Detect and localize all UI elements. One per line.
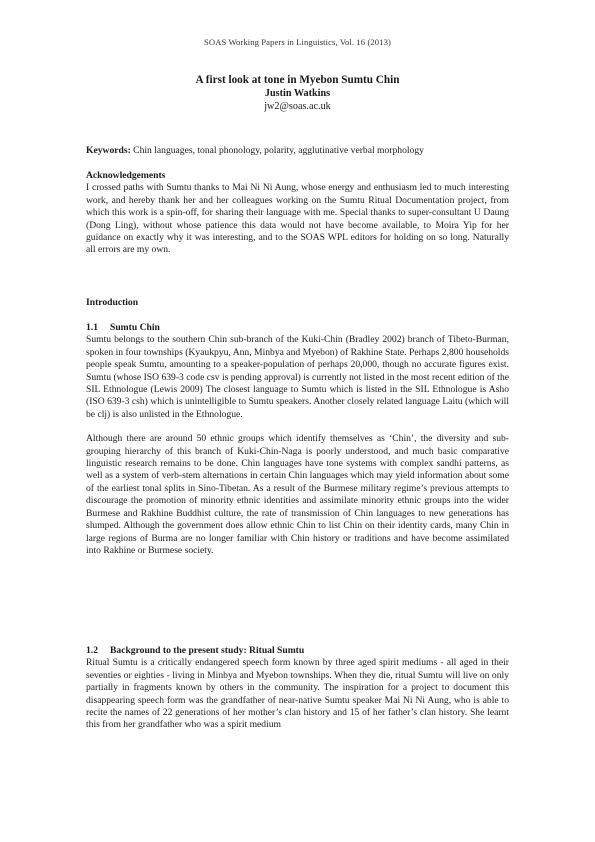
keywords-text: Chin languages, tonal phonology, polarity, agglutinative verbal morphology <box>133 145 424 156</box>
section-1-2 <box>86 645 509 732</box>
section-title: Background to the present study: Ritual Sumtu <box>110 645 305 656</box>
introduction-title: Introduction <box>86 297 139 308</box>
section-1-1 <box>86 322 509 557</box>
section-1-2-paragraph-1: Ritual Sumtu is a critically endangered speech form known by three aged spirit mediums - all aged in their seventies or eighties - living in Minbya and Myebon townships. When they die, ritual Sumtu will live on only partially in fragments known by others in the community. The inspiration for a project to document this disappearing speech form was the grandfather of near-native Sumtu speaker Mai Ni Ni Aung, who is able to recite the names of 22 generations of her mother’s clan history and 15 of her father’s clan history. She learnt this from her grandfather who was a spirit medium <box>86 657 509 731</box>
section-title: Sumtu Chin <box>110 322 160 333</box>
section-1-2-heading <box>86 645 509 657</box>
acknowledgements-heading: Acknowledgements <box>86 170 166 181</box>
author-name: Justin Watkins <box>264 88 331 99</box>
section-1-1-paragraph-2: Although there are around 50 ethnic groups which identify themselves as ‘Chin’, the diversity and sub-grouping hierarchy of this branch of Kuki-Chin-Naga is poorly understood, and much basic comparative linguistic research remains to be done. Chin languages have tone systems with complex sandhi patterns, as well as a system of verb-stem alternations in certain Chin languages which may yield information about some of the earliest tonal splits in Sino-Tibetan. As a result of the Burmese military regime’s previous attempts to discourage the promotion of minority ethnic identities and assimilate minority ethnic groups into the wider Burmese and Rakhine Buddhist culture, the rate of transmission of Chin languages to new generations has slumped. Although the government does allow ethnic Chin to list Chin on their identity cards, many Chin in large regions of Burma are no longer familiar with Chin history or traditions and have become assimilated into Rakhine or Burmese society. <box>86 433 509 556</box>
acknowledgements-section <box>86 170 509 257</box>
section-number: 1.2 <box>86 645 98 656</box>
author-email: jw2@soas.ac.uk <box>264 101 331 112</box>
introduction-heading <box>86 297 509 309</box>
title-block <box>0 74 595 113</box>
section-number: 1.1 <box>86 322 98 333</box>
keywords-line <box>86 145 509 157</box>
keywords-label: Keywords: <box>86 145 131 156</box>
section-1-1-paragraph-1: Sumtu belongs to the southern Chin sub-branch of the Kuki-Chin (Bradley 2002) branch of Tibeto-Burman, spoken in four townships (Kyaukpyu, Ann, Minbya and Myebon) of Rakhine State. Perhaps 2,800 households people speak Sumtu, amounting to a speaker-population of perhaps 20,000, though no accurate figures exist. Sumtu (whose ISO 639-3 code csv is pending approval) is currently not listed in the most recent edition of the SIL Ethnologue (Lewis 2009) The closest language to Sumtu which is listed in the SIL Ethnologue is Asho (ISO 639-3 csh) which is unintelligible to Sumtu speakers. Another closely related language Laitu (which will be clj) is also unlisted in the Ethnologue. <box>86 334 509 420</box>
section-1-1-heading <box>86 322 509 334</box>
paper-title: A first look at tone in Myebon Sumtu Chin <box>195 74 400 86</box>
acknowledgements-text: I crossed paths with Sumtu thanks to Mai Ni Ni Aung, whose energy and enthusiasm led to much interesting work, and hereby thank her and her colleagues working on the Sumtu Ritual Documentation project, from which this work is a spin-off, for sharing their language with me. Special thanks to super-consultant U Daung (Dong Ling), without whose patience this data would not have become available, to Moira Yip for her guidance on exactly why it was interesting, and to the SOAS WPL editors for holding on so long. Naturally all errors are my own. <box>86 182 509 256</box>
running-header: SOAS Working Papers in Linguistics, Vol. 16 (2013) <box>204 37 391 47</box>
